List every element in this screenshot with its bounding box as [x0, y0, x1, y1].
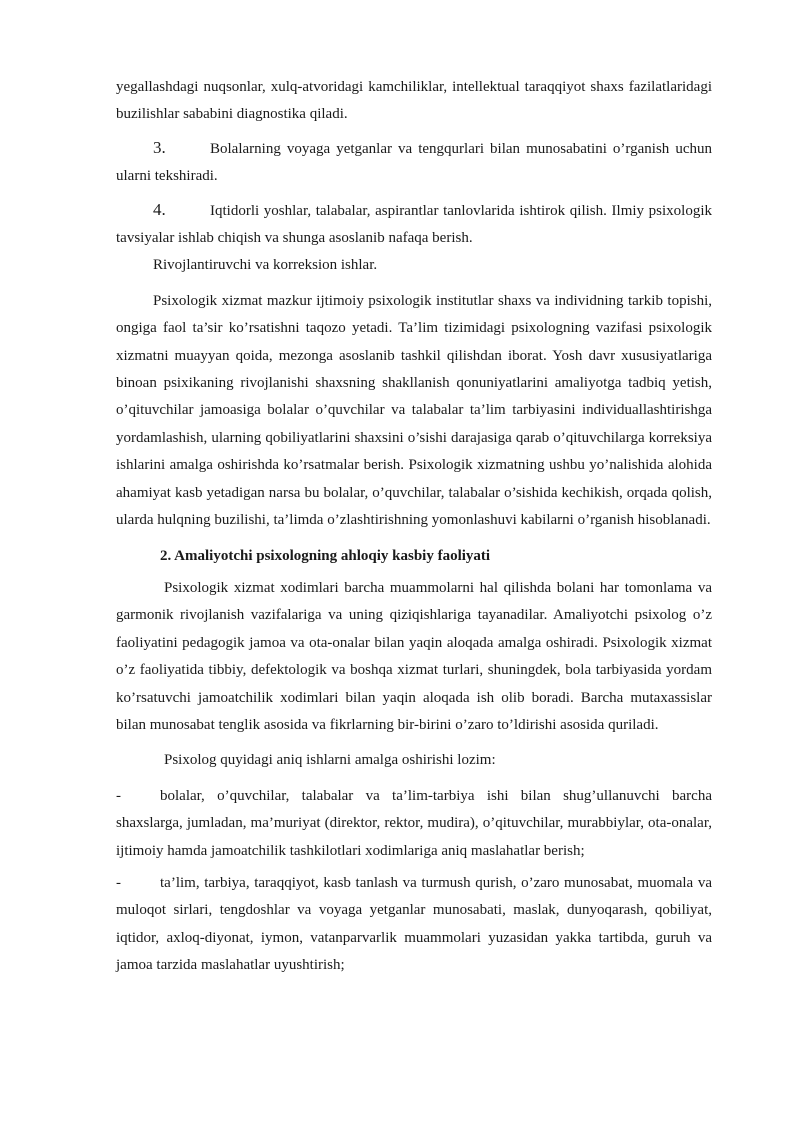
intro-paragraph: yegallashdagi nuqsonlar, xulq-atvoridagi kamchiliklar, intellektual taraqqiyot shaxs fazilatlaridagi buzilishlar sababini diagnostika qiladi.	[116, 79, 712, 123]
item-number: 3.	[153, 137, 166, 157]
item-number: 4.	[153, 199, 166, 219]
dash-item-1	[116, 783, 712, 865]
dash-text: bolalar, o’quvchilar, talabalar va ta’lim-tarbiya ishi bilan shug’ullanuvchi barcha shaxslarga, jumladan, ma’muriyat (direktor, rektor, mudira), o’qituvchilar, murabbiylar, ota-onalar, ijtimoiy hamda jamoatchilik tashkilotlari xodimlariga aniq maslahatlar berish;	[116, 787, 712, 859]
dash-mark: -	[116, 874, 121, 891]
document-page	[116, 74, 712, 980]
dash-item-2	[116, 870, 712, 980]
numbered-item-3	[116, 134, 712, 191]
subheading: Rivojlantiruvchi va korreksion ishlar.	[153, 257, 378, 274]
section-heading: 2. Amaliyotchi psixologning ahloqiy kasbiy faoliyati	[160, 547, 491, 564]
item-text: Iqtidorli yoshlar, talabalar, aspirantlar tanlovlarida ishtirok qilish. Ilmiy psixologik tavsiyalar ishlab chiqish va shunga asoslanib nafaqa berish.	[116, 202, 712, 247]
dash-text: ta’lim, tarbiya, taraqqiyot, kasb tanlash va turmush qurish, o’zaro munosabat, muomala va muloqot sirlari, tengdoshlar va voyaga yetganlar munosabati, maslak, dunyoqarash, qobiliyat, iqtidor, axloq-diyonat, iymon, vatanparvarlik muammolari yuzasidan yakka tartibda, guruh va jamoa tarzida maslahatlar uyushtirish;	[116, 874, 712, 974]
dash-mark: -	[116, 787, 121, 804]
service-paragraph: Psixologik xizmat mazkur ijtimoiy psixologik institutlar shaxs va individning tarkib topishi, ongiga faol ta’sir ko’rsatishni taqozo yetadi. Ta’lim tizimidagi psixologning vazifasi psixologik xizmatni muayyan qoida, mezonga asoslanib tashkil qilishdan iborat. Yosh davr xususiyatlariga binoan psixikaning rivojlanishi shaxsning shakllanish qonuniyatlarini amaliyotga tadbiq yetish, o’qituvchilar jamoasiga bolalar o’quvchilar va talabalar ta’lim tarbiyasini individuallashtirishga yordamlashish, ularning qobiliyatlarini shaxsini o’sishi darajasiga qarab o’qituvchilarga korreksiya ishlarini amalga oshirishda ko’rsatmalar berish. Psixologik xizmatning ushbu yo’nalishida alohida ahamiyat kasb yetadigan narsa bu bolalar, o’quvchilar, talabalar o’sishida kechikish, orqada qolish, ularda hulqning buzilishi, ta’limda o’zlashtirishning yomonlashuvi kabilarni o’rganish hisoblanadi.	[116, 292, 712, 529]
staff-paragraph: Psixologik xizmat xodimlari barcha muammolarni hal qilishda bolani har tomonlama va garmonik rivojlanish vazifalariga va uning qiziqishlariga tayanadilar. Amaliyotchi psixolog o’z faoliyatini pedagogik jamoa va ota-onalar bilan yaqin aloqada amalga oshiradi. Psixologik xizmat o’z faoliyatida tibbiy, defektologik va boshqa xizmat turlari, shuningdek, bola tarbiyasida yordam ko’rsatuvchi jamoatchilik xodimlari bilan yaqin aloqada ish olib boradi. Barcha mutaxassislar bilan munosabat tenglik asosida va fikrlarning bir-birini o’zaro to’ldirishi asosida quriladi.	[116, 579, 712, 733]
tasks-intro: Psixolog quyidagi aniq ishlarni amalga oshirishi lozim:	[164, 752, 496, 769]
numbered-item-4	[116, 196, 712, 253]
item-text: Bolalarning voyaga yetganlar va tengqurlari bilan munosabatini o’rganish uchun ularni tekshiradi.	[116, 140, 712, 185]
